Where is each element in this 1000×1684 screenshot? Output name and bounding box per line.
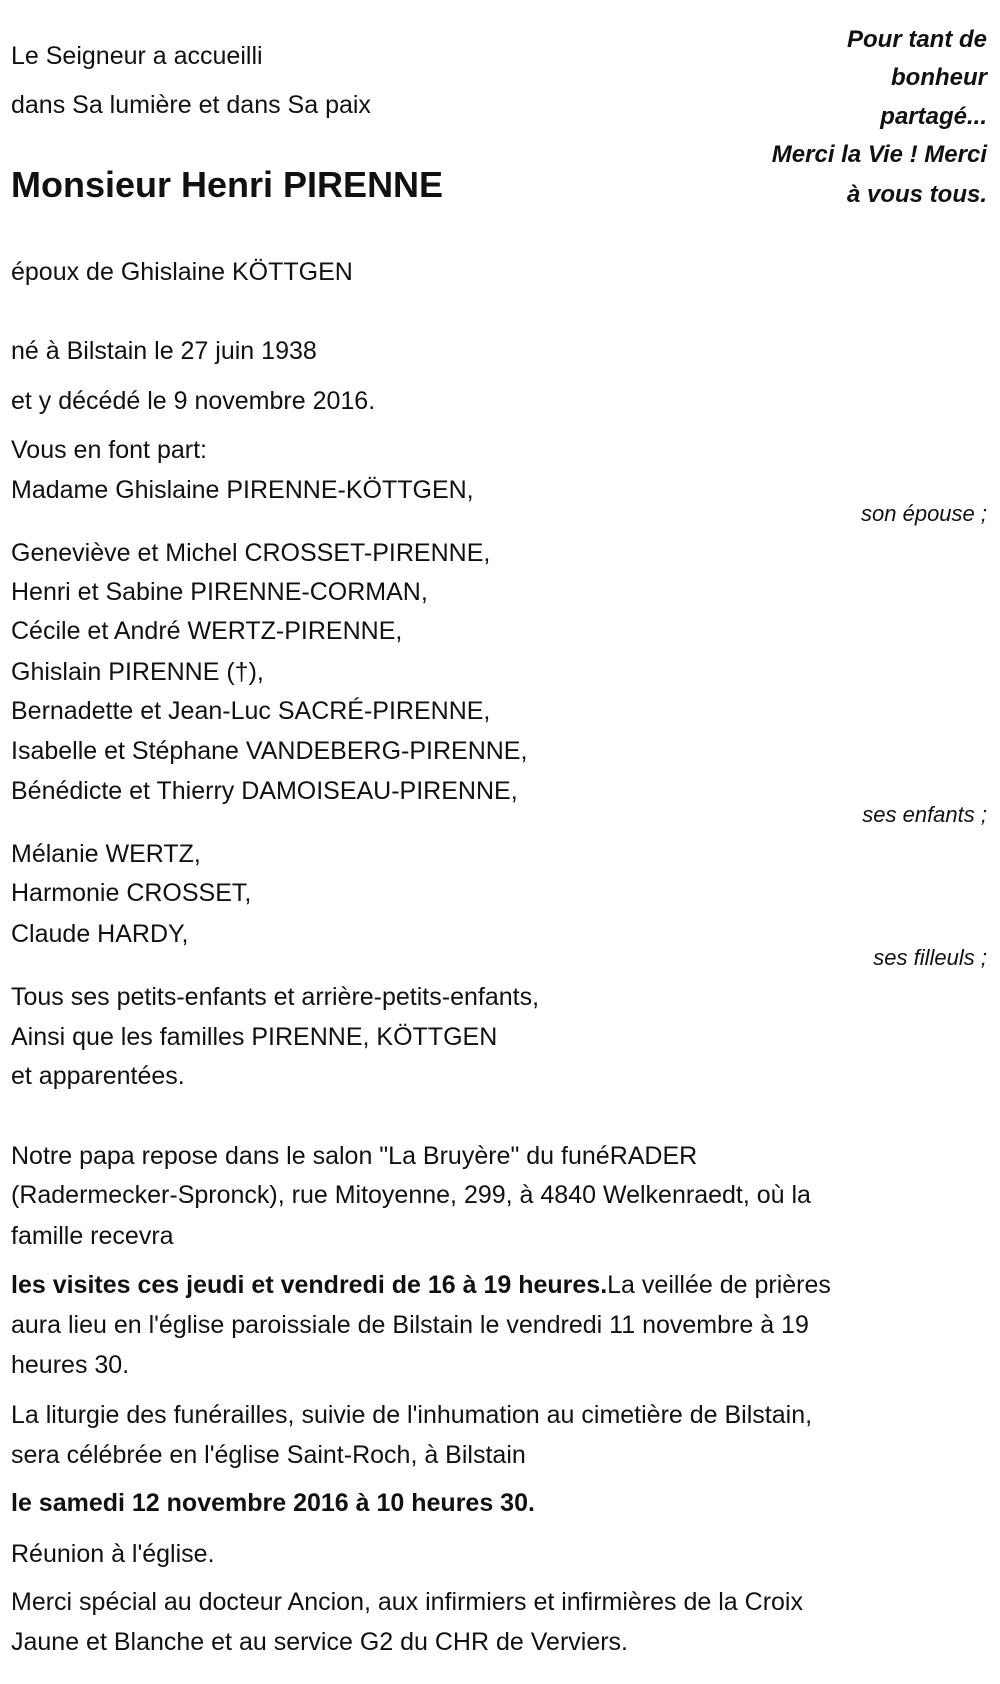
child-name: Bernadette et Jean-Luc SACRÉ-PIRENNE,	[11, 697, 491, 725]
family-line: Ainsi que les familles PIRENNE, KÖTTGEN	[11, 1023, 498, 1051]
child-name: Cécile et André WERTZ-PIRENNE,	[11, 617, 403, 645]
vigil-line: heures 30.	[11, 1351, 130, 1379]
child-name: Isabelle et Stéphane VANDEBERG-PIRENNE,	[11, 737, 528, 765]
thanks-line: Pour tant de	[846, 26, 987, 53]
announce-line: Vous en font part:	[11, 436, 207, 464]
repose-line: (Radermecker-Spronck), rue Mitoyenne, 299, à 4840 Welkenraedt, où la	[11, 1181, 811, 1209]
deceased-name: Monsieur Henri PIRENNE	[11, 164, 444, 205]
godchild-name: Harmonie CROSSET,	[11, 879, 252, 907]
intro-line: Le Seigneur a accueilli	[11, 42, 263, 70]
thanks-line: bonheur	[891, 64, 987, 91]
visits-hours: les visites ces jeudi et vendredi de 16 à 19 heures.	[11, 1271, 608, 1299]
spouse-line: époux de Ghislaine KÖTTGEN	[11, 258, 353, 286]
liturgy-line: La liturgie des funérailles, suivie de l'inhumation au cimetière de Bilstain,	[11, 1401, 813, 1429]
vigil-line: aura lieu en l'église paroissiale de Bilstain le vendredi 11 novembre à 19	[11, 1311, 809, 1339]
visits-line	[11, 1265, 831, 1305]
birth-line: né à Bilstain le 27 juin 1938	[11, 337, 317, 365]
vigil-intro: La veillée de prières	[607, 1271, 831, 1299]
liturgy-line: sera célébrée en l'église Saint-Roch, à Bilstain	[11, 1441, 526, 1469]
godchildren-role: ses filleuls ;	[873, 945, 987, 970]
special-thanks-line: Merci spécial au docteur Ancion, aux infirmiers et infirmières de la Croix	[11, 1588, 803, 1616]
intro-line: dans Sa lumière et dans Sa paix	[11, 91, 371, 119]
thanks-line: partagé...	[880, 103, 987, 130]
godchild-name: Mélanie WERTZ,	[11, 840, 201, 868]
meeting-line: Réunion à l'église.	[11, 1540, 215, 1568]
wife-name: Madame Ghislaine PIRENNE-KÖTTGEN,	[11, 476, 474, 504]
family-line: et apparentées.	[11, 1062, 185, 1090]
children-role: ses enfants ;	[862, 802, 987, 827]
child-name: Henri et Sabine PIRENNE-CORMAN,	[11, 578, 428, 606]
thanks-line: à vous tous.	[846, 181, 987, 208]
repose-line: famille recevra	[11, 1222, 174, 1250]
child-name: Geneviève et Michel CROSSET-PIRENNE,	[11, 539, 491, 567]
family-line: Tous ses petits-enfants et arrière-petits-enfants,	[11, 983, 540, 1011]
special-thanks-line: Jaune et Blanche et au service G2 du CHR de Verviers.	[11, 1628, 628, 1656]
repose-line: Notre papa repose dans le salon "La Bruyère" du funéRADER	[11, 1142, 698, 1170]
godchild-name: Claude HARDY,	[11, 920, 189, 948]
child-name: Bénédicte et Thierry DAMOISEAU-PIRENNE,	[11, 777, 518, 805]
child-name: Ghislain PIRENNE (†),	[11, 658, 264, 686]
wife-role: son épouse ;	[861, 501, 987, 526]
funeral-date: le samedi 12 novembre 2016 à 10 heures 30.	[11, 1489, 535, 1517]
death-line: et y décédé le 9 novembre 2016.	[11, 387, 376, 415]
thanks-line: Merci la Vie ! Merci	[771, 141, 987, 168]
